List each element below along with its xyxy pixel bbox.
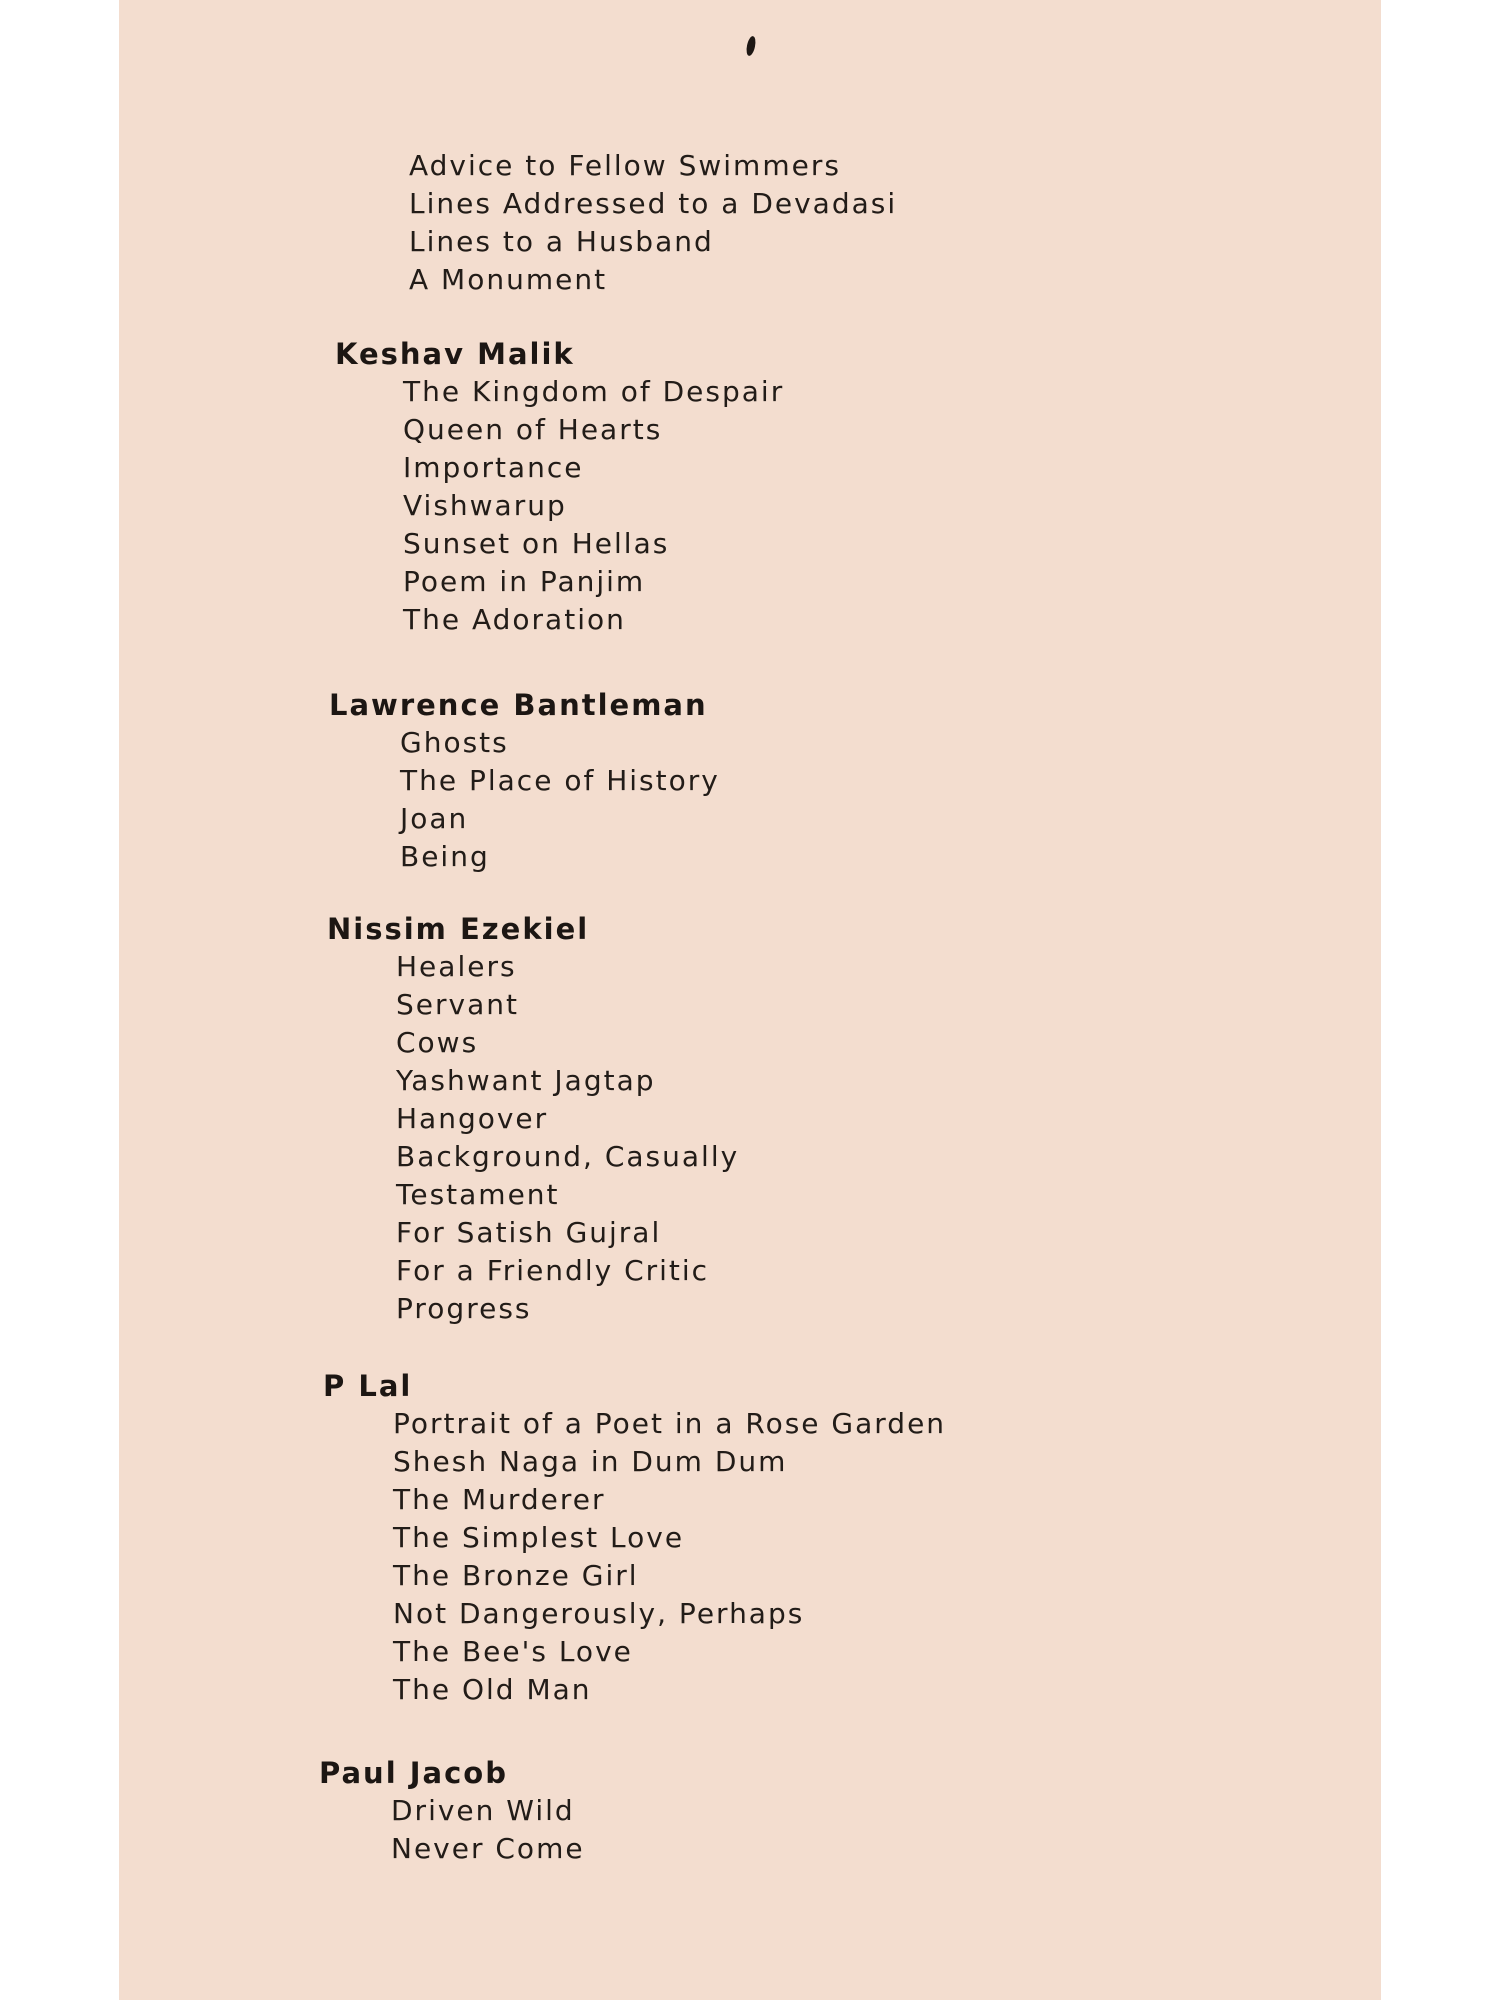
- poem-title: Servant: [396, 988, 519, 1021]
- poem-title: Queen of Hearts: [403, 413, 663, 446]
- poem-title: Portrait of a Poet in a Rose Garden: [393, 1407, 947, 1440]
- poem-title: Testament: [396, 1178, 560, 1211]
- poem-title: The Bronze Girl: [393, 1559, 639, 1592]
- poem-title: For a Friendly Critic: [396, 1254, 710, 1287]
- author-section: [319, 1754, 585, 1868]
- author-section: [327, 910, 739, 1328]
- poem-title: Yashwant Jagtap: [396, 1064, 656, 1097]
- poem-title: The Adoration: [403, 603, 626, 636]
- poem-title: Shesh Naga in Dum Dum: [393, 1445, 788, 1478]
- author-name: Paul Jacob: [319, 1756, 508, 1790]
- author-name: Nissim Ezekiel: [327, 912, 590, 946]
- poem-title: The Place of History: [400, 764, 720, 797]
- poem-title: Joan: [400, 802, 469, 835]
- poem-title: Advice to Fellow Swimmers: [409, 149, 841, 182]
- poem-title: Being: [400, 840, 490, 873]
- poem-title: For Satish Gujral: [396, 1216, 662, 1249]
- poem-title: The Bee's Love: [393, 1635, 633, 1668]
- poem-title: Progress: [396, 1292, 532, 1325]
- author-section: [329, 686, 720, 876]
- author-name: Lawrence Bantleman: [329, 688, 708, 722]
- poem-title: The Old Man: [393, 1673, 592, 1706]
- author-section: [323, 1367, 946, 1709]
- poem-title: Importance: [403, 451, 584, 484]
- author-name: P Lal: [323, 1369, 413, 1403]
- author-name: Keshav Malik: [335, 337, 575, 371]
- continued-section: [409, 147, 897, 299]
- poem-title: The Murderer: [393, 1483, 606, 1516]
- poem-title: Background, Casually: [396, 1140, 740, 1173]
- poem-title: Never Come: [391, 1832, 585, 1865]
- poem-title: The Simplest Love: [393, 1521, 685, 1554]
- poem-title: Cows: [396, 1026, 479, 1059]
- poem-title: Ghosts: [400, 726, 509, 759]
- poem-title: Healers: [396, 950, 517, 983]
- poem-title: Vishwarup: [403, 489, 567, 522]
- poem-title: Lines Addressed to a Devadasi: [409, 187, 898, 220]
- poem-title: Poem in Panjim: [403, 565, 646, 598]
- poem-title: Lines to a Husband: [409, 225, 714, 258]
- author-section: [335, 335, 784, 639]
- poem-title: Driven Wild: [391, 1794, 575, 1827]
- poem-title: Hangover: [396, 1102, 549, 1135]
- ink-mark: [745, 35, 757, 56]
- poem-title: The Kingdom of Despair: [403, 375, 785, 408]
- poem-title: Not Dangerously, Perhaps: [393, 1597, 805, 1630]
- poem-title: Sunset on Hellas: [403, 527, 670, 560]
- book-page: [119, 0, 1381, 2000]
- poem-title: A Monument: [409, 263, 608, 296]
